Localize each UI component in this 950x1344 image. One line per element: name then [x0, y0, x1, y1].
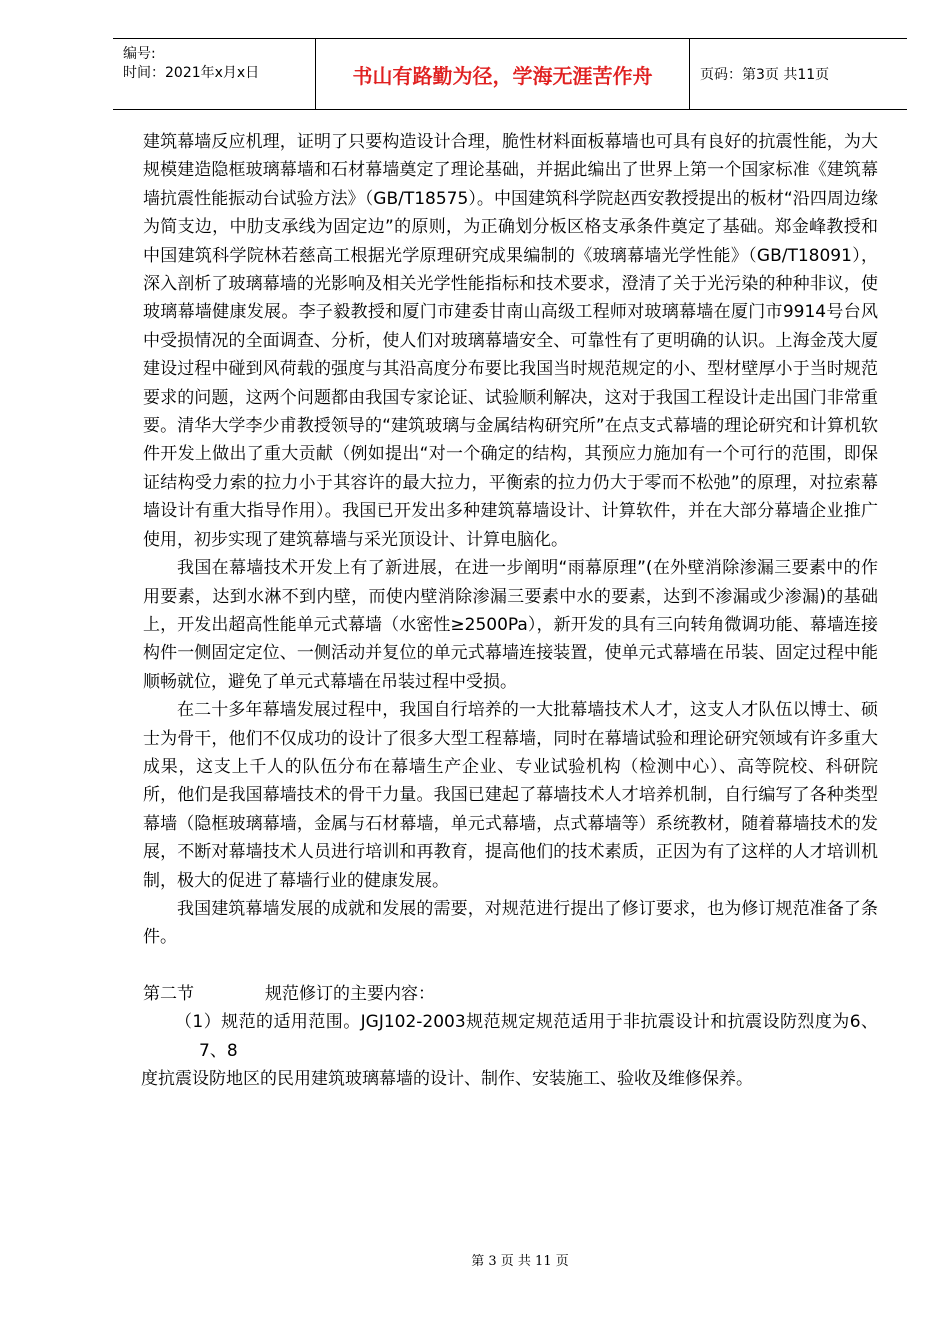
header-meta: [113, 39, 315, 109]
list-item-1-continuation: 度抗震设防地区的民用建筑玻璃幕墙的设计、制作、安装施工、验收及维修保养。: [141, 1069, 753, 1089]
section-heading: [143, 980, 878, 1008]
document-body: [143, 128, 878, 1093]
paragraph-3: 在二十多年幕墙发展过程中，我国自行培养的一大批幕墙技术人才，这支人才队伍以博士、硕士为骨干，他们不仅成功的设计了很多大型工程幕墙，同时在幕墙试验和理论研究领域有许多重大成果，这支上千人的队伍分布在幕墙生产企业、专业试验机构（检测中心）、高等院校、科研院所，他们是我国幕墙技术的骨干力量。我国已建起了幕墙技术人才培养机制，自行编写了各种类型幕墙（隐框玻璃幕墙，金属与石材幕墙，单元式幕墙，点式幕墙等）系统教材，随着幕墙技术的发展，不断对幕墙技术人员进行培训和再教育，提高他们的技术素质，正因为有了这样的人才培训机制，极大的促进了幕墙行业的健康发展。: [143, 700, 878, 891]
list-item-1: （1）规范的适用范围。JGJ102-2003规范规定规范适用于非抗震设计和抗震设防烈度为6、7、8: [175, 1012, 878, 1061]
document-time: 时间：2021年x月x日: [123, 65, 260, 81]
paragraph-1: 建筑幕墙反应机理，证明了只要构造设计合理，脆性材料面板幕墙也可具有良好的抗震性能，为大规模建造隐框玻璃幕墙和石材幕墙奠定了理论基础，并据此编出了世界上第一个国家标准《建筑幕墙抗震性能振动台试验方法》（GB/T18575）。中国建筑科学院赵西安教授提出的板材“沿四周边缘为简支边，中肋支承线为固定边”的原则，为正确划分板区格支承条件奠定了基础。郑金峰教授和中国建筑科学院林若慈高工根据光学原理研究成果编制的《玻璃幕墙光学性能》（GB/T18091），深入剖析了玻璃幕墙的光影响及相关光学性能指标和技术要求，澄清了关于光污染的种种非议，使玻璃幕墙健康发展。李子毅教授和厦门市建委甘南山高级工程师对玻璃幕墙在厦门市9914号台风中受损情况的全面调查、分析，使人们对玻璃幕墙安全、可靠性有了更明确的认识。上海金茂大厦建设过程中碰到风荷载的强度与其沿高度分布要比我国当时规范规定的小、型材壁厚小于当时规范要求的问题，这两个问题都由我国专家论证、试验顺利解决，这对于我国工程设计走出国门非常重要。清华大学李少甫教授领导的“建筑玻璃与金属结构研究所”在点支式幕墙的理论研究和计算机软件开发上做出了重大贡献（例如提出“对一个确定的结构，其预应力施加有一个可行的范围，即保证结构受力索的拉力小于其容许的最大拉力，平衡索的拉力仍大于零而不松弛”的原理，对拉索幕墙设计有重大指导作用）。我国已开发出多种建筑幕墙设计、计算软件，并在大部分幕墙企业推广使用，初步实现了建筑幕墙与采光顶设计、计算电脑化。: [143, 132, 878, 550]
header-motto: 书山有路勤为径，学海无涯苦作舟: [315, 39, 690, 109]
header-page-info: 页码：第3页 共11页: [700, 67, 830, 83]
paragraph-4: 我国建筑幕墙发展的成就和发展的需要，对规范进行提出了修订要求，也为修订规范准备了条件。: [143, 898, 878, 948]
section-number: 第二节: [143, 983, 194, 1004]
document-number-label: 编号:: [123, 46, 156, 62]
page-header: [113, 38, 907, 110]
spacer: [143, 952, 878, 980]
page-footer: 第 3 页 共 11 页: [471, 1254, 569, 1269]
paragraph-2: 我国在幕墙技术开发上有了新进展，在进一步阐明“雨幕原理”(在外壁消除渗漏三要素中的作用要素，达到水淋不到内壁，而使内壁消除渗漏三要素中水的要素，达到不渗漏或少渗漏)的基础上，开发出超高性能单元式幕墙（水密性≥2500Pa），新开发的具有三向转角微调功能、幕墙连接构件一侧固定定位、一侧活动并复位的单元式幕墙连接装置，使单元式幕墙在吊装、固定过程中能顺畅就位，避免了单元式幕墙在吊装过程中受损。: [143, 558, 878, 692]
section-title: 规范修订的主要内容：: [265, 983, 435, 1004]
